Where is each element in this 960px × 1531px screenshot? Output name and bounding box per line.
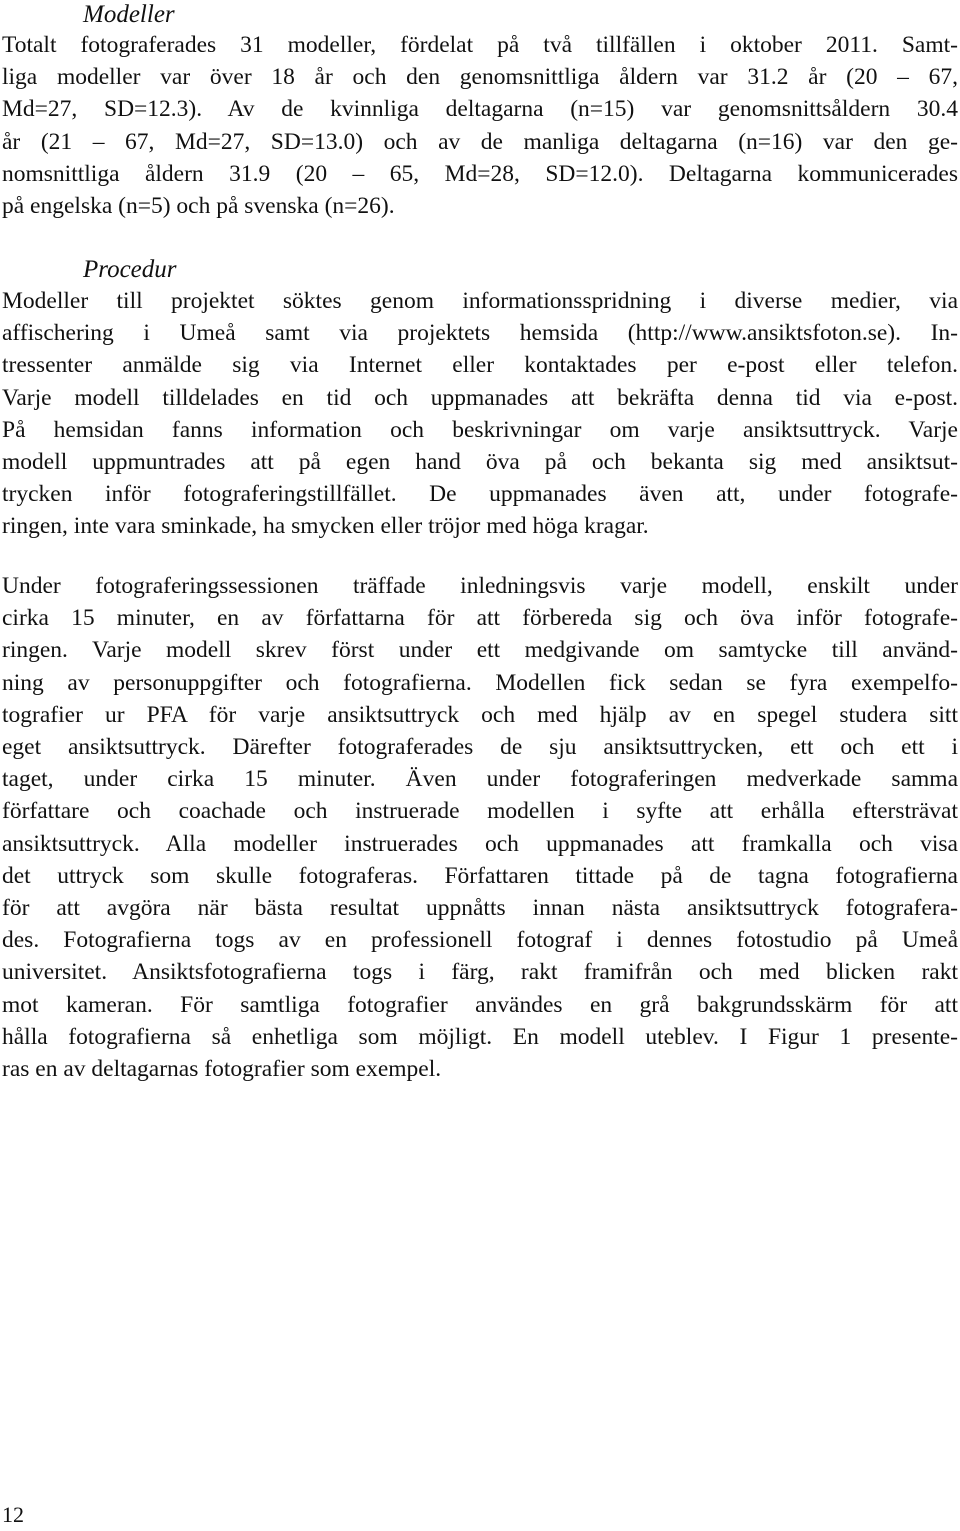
paragraph-modeller [2,29,958,222]
page-number: 12 [2,1502,24,1527]
text-line: det uttryck som skulle fotograferas. Författaren tittade på de tagna fotografierna [2,862,958,889]
text-line: cirka 15 minuter, en av författarna för att förbereda sig och öva inför fotografe- [2,605,958,632]
text-line: På hemsidan fanns information och beskrivningar om varje ansiktsuttryck. Varje [2,416,958,443]
text-line: ringen, inte vara sminkade, ha smycken eller tröjor med höga kragar. [2,513,649,540]
text-line: modell uppmuntrades att på egen hand öva på och bekanta sig med ansiktsut- [2,449,958,476]
text-line: nomsnittliga åldern 31.9 (20 – 65, Md=28, SD=12.0). Deltagarna kommunicerades [2,160,958,187]
text-line: år (21 – 67, Md=27, SD=13.0) och av de manliga deltagarna (n=16) var den ge- [2,128,958,155]
text-line: för att avgöra när bästa resultat uppnåtts innan nästa ansiktsuttryck fotografera- [2,895,958,922]
text-line: på engelska (n=5) och på svenska (n=26). [2,193,395,220]
text-line: des. Fotografierna togs av en professionell fotograf i dennes fotostudio på Umeå [2,927,958,954]
text-line: ning av personuppgifter och fotografierna. Modellen fick sedan se fyra exempelfo- [2,669,958,696]
text-line: ansiktsuttryck. Alla modeller instruerades och uppmanades att framkalla och visa [2,830,958,857]
text-line: mot kameran. För samtliga fotografier användes en grå bakgrundsskärm för att [2,991,958,1018]
paragraph-procedur-1 [2,285,958,543]
text-line: taget, under cirka 15 minuter. Även under fotograferingen medverkade samma [2,766,958,793]
text-line: affischering i Umeå samt via projektets hemsida (http://www.ansiktsfoton.se). In- [2,320,958,347]
text-line: författare och coachade och instruerade modellen i syfte att erhålla eftersträvat [2,798,958,825]
text-line: universitet. Ansiktsfotografierna togs i färg, rakt framifrån och med blicken rakt [2,959,958,986]
text-line: Under fotograferingssessionen träffade inledningsvis varje modell, enskilt under [2,573,958,599]
section-heading-procedur: Procedur [83,256,177,283]
text-line: eget ansiktsuttryck. Därefter fotograferades de sju ansiktsuttrycken, ett och ett i [2,734,958,761]
text-line: liga modeller var över 18 år och den genomsnittliga åldern var 31.2 år (20 – 67, [2,64,958,91]
text-line: ringen. Varje modell skrev först under ett medgivande om samtycke till använd- [2,637,958,664]
paragraph-procedur-2 [2,570,958,1085]
text-line: tografier ur PFA för varje ansiktsuttryck och med hjälp av en spegel studera sitt [2,701,958,728]
text-line: hålla fotografierna så enhetliga som möjligt. En modell uteblev. I Figur 1 presente- [2,1023,958,1050]
text-line: Md=27, SD=12.3). Av de kvinnliga deltagarna (n=15) var genomsnittsåldern 30.4 [2,96,958,123]
text-line: tressenter anmälde sig via Internet eller kontaktades per e-post eller telefon. [2,352,958,379]
section-heading-modeller: Modeller [83,1,175,28]
text-line: Varje modell tilldelades en tid och uppmanades att bekräfta denna tid via e-post. [2,384,958,411]
text-line: Totalt fotograferades 31 modeller, fördelat på två tillfällen i oktober 2011. Samt- [2,32,958,58]
text-line: Modeller till projektet söktes genom informationsspridning i diverse medier, via [2,288,958,314]
text-line: ras en av deltagarnas fotografier som exempel. [2,1056,442,1083]
text-line: trycken inför fotograferingstillfället. De uppmanades även att, under fotografe- [2,481,958,508]
